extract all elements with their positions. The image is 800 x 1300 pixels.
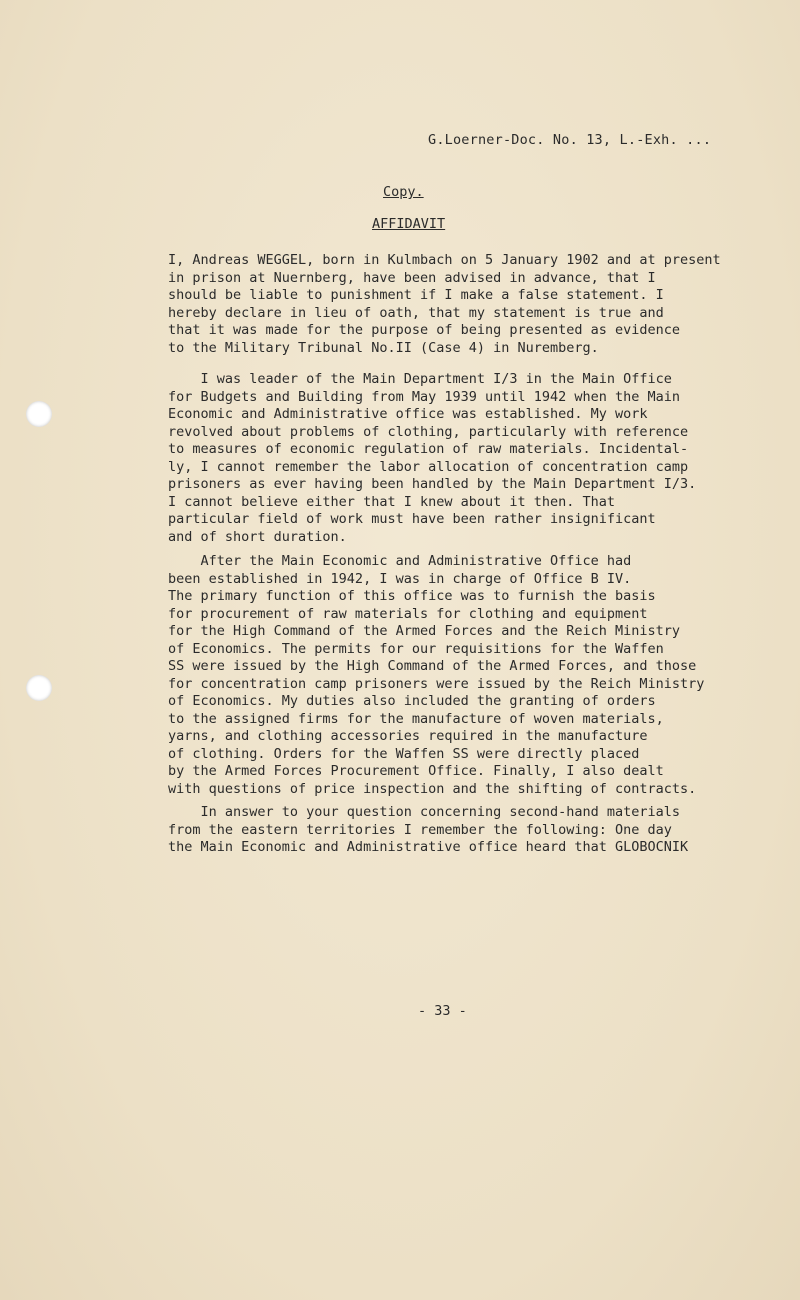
document-header: G.Loerner-Doc. No. 13, L.-Exh. ...: [428, 132, 712, 148]
text-line: with questions of price inspection and the shifting of contracts.: [168, 780, 697, 797]
text-line: hereby declare in lieu of oath, that my statement is true and: [168, 304, 664, 321]
text-line: to the Military Tribunal No.II (Case 4) in Nuremberg.: [168, 339, 599, 356]
text-line: In answer to your question concerning second-hand materials: [168, 804, 681, 820]
text-line: for Budgets and Building from May 1939 until 1942 when the Main: [168, 388, 681, 405]
text-line: The primary function of this office was to furnish the basis: [168, 588, 656, 604]
text-line: by the Armed Forces Procurement Office. Finally, I also dealt: [168, 763, 664, 779]
copy-title: Copy.: [383, 184, 424, 200]
punch-hole-bottom: [26, 675, 52, 701]
text-line: of clothing. Orders for the Waffen SS were directly placed: [168, 745, 640, 762]
text-line: for the High Command of the Armed Forces and the Reich Ministry: [168, 623, 681, 639]
text-line: to the assigned firms for the manufacture of woven materials,: [168, 710, 664, 727]
affidavit-title: AFFIDAVIT: [372, 216, 446, 232]
text-line: ly, I cannot remember the labor allocation of concentration camp: [168, 458, 689, 475]
text-line: Economic and Administrative office was established. My work: [168, 406, 648, 422]
paragraph-second-hand-materials: [168, 804, 738, 857]
text-line: revolved about problems of clothing, particularly with reference: [168, 423, 689, 440]
text-line: been established in 1942, I was in charge of Office B IV.: [168, 570, 632, 587]
punch-hole-top: [26, 401, 52, 427]
text-line: of Economics. My duties also included the granting of orders: [168, 693, 656, 709]
text-line: to measures of economic regulation of raw materials. Incidental-: [168, 441, 689, 457]
text-line: yarns, and clothing accessories required in the manufacture: [168, 728, 648, 744]
text-line: for concentration camp prisoners were issued by the Reich Ministry: [168, 675, 705, 692]
text-line: the Main Economic and Administrative office heard that GLOBOCNIK: [168, 839, 689, 855]
text-line: in prison at Nuernberg, have been advised in advance, that I: [168, 269, 656, 286]
text-line: I was leader of the Main Department I/3 in the Main Office: [168, 371, 672, 387]
paragraph-main-department: [168, 371, 738, 546]
paragraph-declaration: [168, 252, 738, 357]
text-line: should be liable to punishment if I make a false statement. I: [168, 287, 664, 303]
text-line: I, Andreas WEGGEL, born in Kulmbach on 5 January 1902 and at present: [168, 252, 721, 268]
text-line: After the Main Economic and Administrative Office had: [168, 553, 632, 569]
paragraph-office-b-iv: [168, 553, 738, 798]
page-number: - 33 -: [418, 1003, 467, 1019]
text-line: and of short duration.: [168, 528, 347, 545]
text-line: of Economics. The permits for our requisitions for the Waffen: [168, 640, 664, 657]
text-line: particular field of work must have been rather insignificant: [168, 511, 656, 527]
text-line: prisoners as ever having been handled by the Main Department I/3.: [168, 476, 697, 492]
text-line: SS were issued by the High Command of the Armed Forces, and those: [168, 658, 697, 674]
text-line: I cannot believe either that I knew about it then. That: [168, 493, 616, 510]
text-line: that it was made for the purpose of being presented as evidence: [168, 322, 681, 338]
text-line: for procurement of raw materials for clothing and equipment: [168, 605, 648, 622]
text-line: from the eastern territories I remember the following: One day: [168, 821, 672, 838]
